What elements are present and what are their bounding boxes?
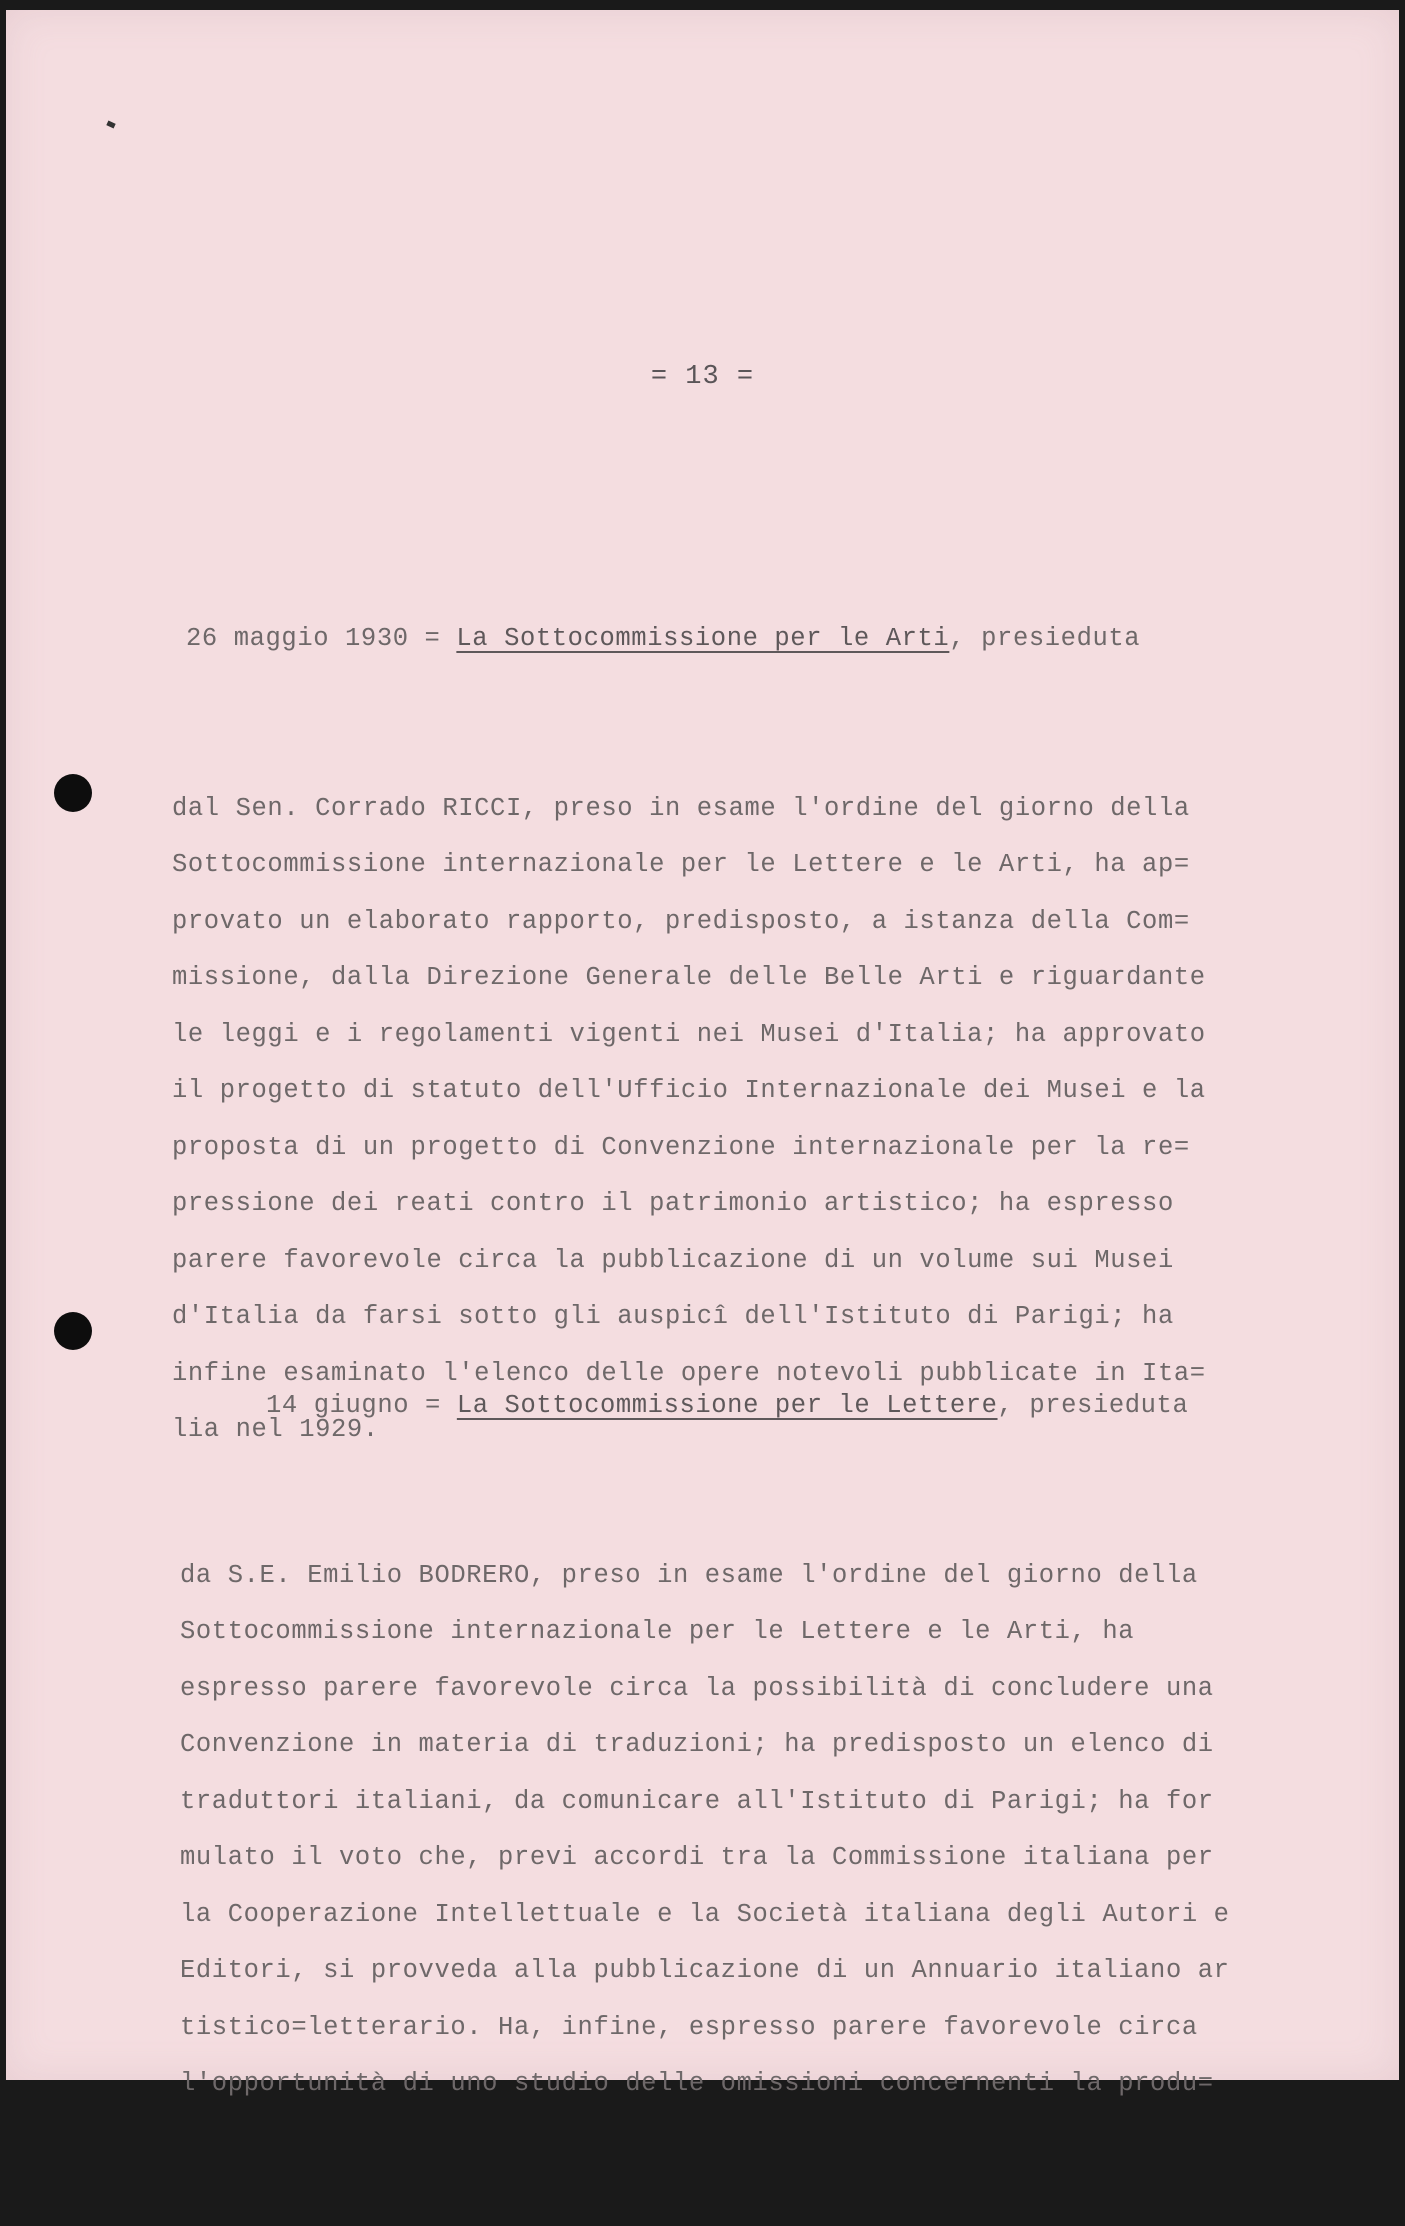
text-line: infine esaminato l'elenco delle opere notevoli pubblicate in Ita= bbox=[172, 1358, 1206, 1388]
text-line: da S.E. Emilio BODRERO, preso in esame l'ordine del giorno della bbox=[180, 1560, 1198, 1590]
text-line: dal Sen. Corrado RICCI, preso in esame l'ordine del giorno della bbox=[172, 793, 1190, 823]
text-line: parere favorevole circa la pubblicazione di un volume sui Musei bbox=[172, 1245, 1174, 1275]
paragraph-1-first-line: 26 maggio 1930 = La Sottocommissione per le Arti, presieduta bbox=[186, 624, 1141, 653]
punch-hole bbox=[54, 774, 92, 812]
paragraph-2-date: 14 giugno = bbox=[266, 1391, 441, 1420]
text-line: Editori, si provveda alla pubblicazione di un Annuario italiano ar bbox=[180, 1956, 1230, 1985]
paragraph-1-date: 26 maggio 1930 = bbox=[186, 624, 441, 653]
text-line: pressione dei reati contro il patrimonio artistico; ha espresso bbox=[172, 1189, 1174, 1218]
paragraph-2 bbox=[172, 1265, 1230, 2226]
text-line: Convenzione in materia di traduzioni; ha predisposto un elenco di bbox=[180, 1730, 1214, 1759]
text-line: tistico=letterario. Ha, infine, espresso parere favorevole circa bbox=[180, 2012, 1198, 2042]
punch-hole bbox=[54, 1312, 92, 1350]
text-line: lia nel 1929. bbox=[172, 1415, 379, 1444]
text-line: traduttori italiani, da comunicare all'Istituto di Parigi; ha for bbox=[180, 1786, 1214, 1816]
text-line: l'opportunità di uno studio delle omissioni concernenti la produ= bbox=[180, 2069, 1214, 2098]
text-line: Sottocommissione internazionale per le Lettere e le Arti, ha bbox=[180, 1617, 1135, 1646]
text-line: Sottocommissione internazionale per le Lettere e le Arti, ha ap= bbox=[172, 850, 1190, 879]
text-line: provato un elaborato rapporto, predisposto, a istanza della Com= bbox=[172, 906, 1190, 936]
text-line: le leggi e i regolamenti vigenti nei Musei d'Italia; ha approvato bbox=[172, 1019, 1206, 1049]
paragraph-2-body bbox=[180, 1548, 1230, 2113]
text-line: missione, dalla Direzione Generale delle Belle Arti e riguardante bbox=[172, 963, 1206, 992]
page-number: = 13 = bbox=[650, 362, 755, 392]
text-line: espresso parere favorevole circa la possibilità di concludere una bbox=[180, 1673, 1214, 1703]
document-page bbox=[6, 10, 1399, 2098]
text-line: mulato il voto che, previ accordi tra la Commissione italiana per bbox=[180, 1843, 1214, 1872]
text-line: d'Italia da farsi sotto gli auspicî dell'Istituto di Parigi; ha bbox=[172, 1302, 1174, 1331]
ink-mark bbox=[106, 121, 115, 129]
text-line: proposta di un progetto di Convenzione internazionale per la re= bbox=[172, 1132, 1190, 1162]
paragraph-1-subject: La Sottocommissione per le Arti bbox=[456, 624, 950, 653]
paragraph-2-first-line: 14 giugno = La Sottocommissione per le Lettere, presieduta bbox=[266, 1391, 1189, 1420]
text-line: la Cooperazione Intellettuale e la Società italiana degli Autori e bbox=[180, 1899, 1230, 1929]
paragraph-2-subject: La Sottocommissione per le Lettere bbox=[456, 1391, 998, 1420]
text-line: il progetto di statuto dell'Ufficio Internazionale dei Musei e la bbox=[172, 1076, 1206, 1105]
